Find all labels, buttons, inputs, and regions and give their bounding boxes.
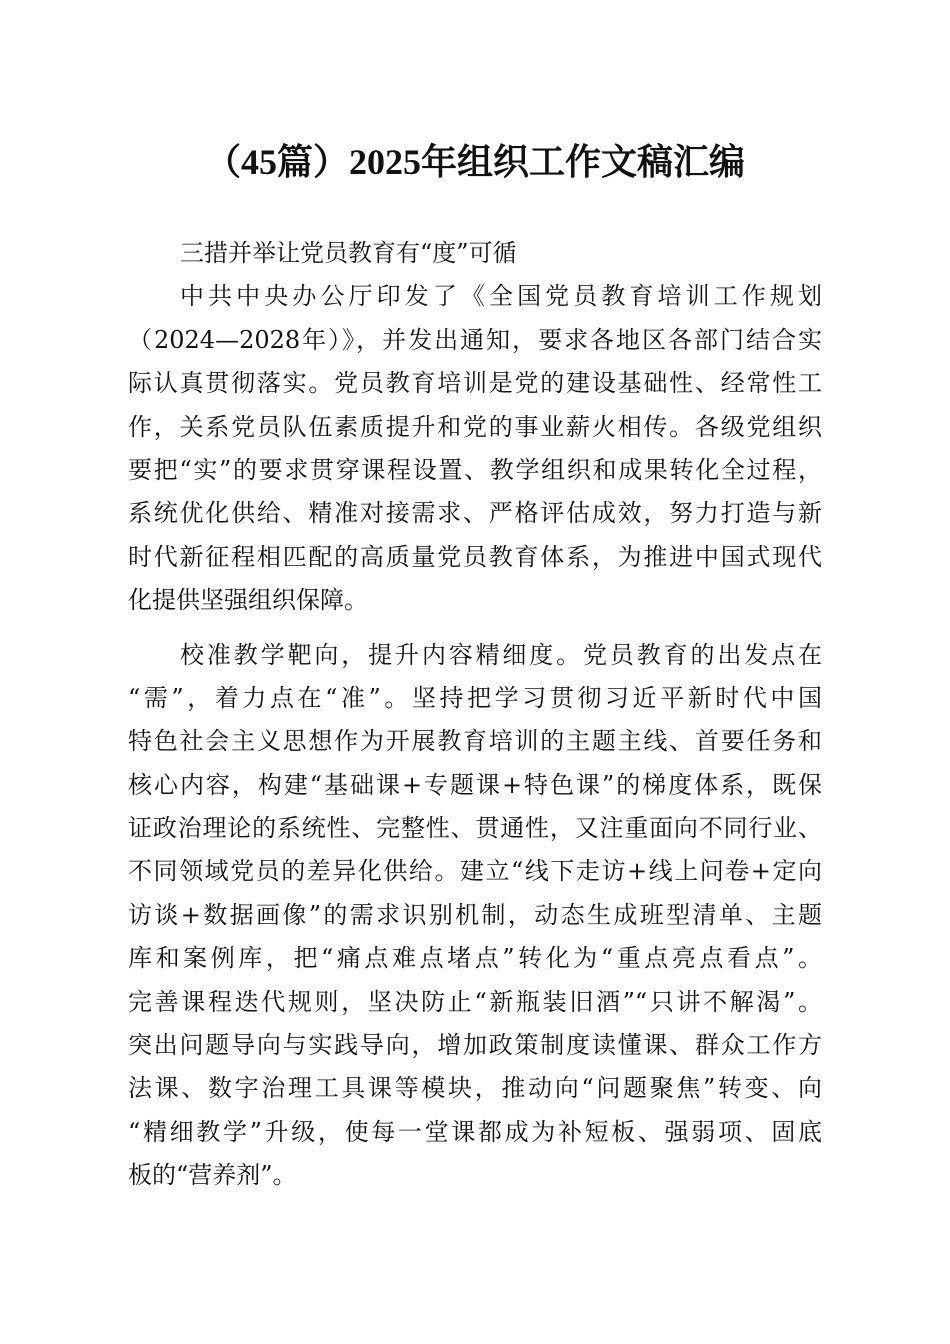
- text-line: 访谈+数据画像”的需求识别机制，动态生成班型清单、主题: [128, 900, 822, 929]
- document-title: （45篇）2025年组织工作文稿汇编: [204, 142, 745, 182]
- text-line: 法课、数字治理工具课等模块，推动向“问题聚焦”转变、向: [128, 1074, 822, 1103]
- text-line: 校准教学靶向，提升内容精细度。党员教育的出发点在: [180, 640, 822, 669]
- text-line: 突出问题导向与实践导向，增加政策制度读懂课、群众工作方: [128, 1031, 822, 1060]
- text-line: 化提供坚强组织保障。: [128, 586, 368, 615]
- article-body: [128, 232, 822, 1198]
- text-line: 特色社会主义思想作为开展教育培训的主题主线、首要任务和: [128, 727, 822, 756]
- paragraph-gap: [128, 623, 822, 634]
- text-line: 中共中央办公厅印发了《全国党员教育培训工作规划: [180, 282, 822, 311]
- text-line: 要把“实”的要求贯穿课程设置、教学组织和成果转化全过程，: [128, 455, 822, 484]
- text-line: 库和案例库，把“痛点难点堵点”转化为“重点亮点看点”。: [128, 944, 822, 973]
- paragraph: [128, 275, 822, 622]
- text-line: 板的“营养剂”。: [128, 1161, 297, 1190]
- text-line: “需”，着力点在“准”。坚持把学习贯彻习近平新时代中国: [128, 683, 822, 712]
- text-line: 不同领域党员的差异化供给。建立“线下走访+线上问卷+定向: [128, 857, 822, 886]
- article-heading: 三措并举让党员教育有“度”可循: [180, 239, 517, 267]
- text-line: 时代新征程相匹配的高质量党员教育体系，为推进中国式现代: [128, 542, 822, 571]
- text-line: “精细教学”升级，使每一堂课都成为补短板、强弱项、固底: [128, 1117, 822, 1146]
- text-line: 系统优化供给、精准对接需求、严格评估成效，努力打造与新: [128, 499, 822, 528]
- paragraphs: [128, 275, 822, 1197]
- text-line: （2024—2028年）》，并发出通知，要求各地区各部门结合实: [128, 325, 822, 354]
- text-line: 完善课程迭代规则，坚决防止“新瓶装旧酒”“只讲不解渴”。: [128, 987, 822, 1016]
- text-line: 际认真贯彻落实。党员教育培训是党的建设基础性、经常性工: [128, 369, 822, 398]
- text-line: 证政治理论的系统性、完整性、贯通性，又注重面向不同行业、: [128, 814, 822, 843]
- text-line: 核心内容，构建“基础课+专题课+特色课”的梯度体系，既保: [128, 770, 822, 799]
- paragraph: [128, 634, 822, 1198]
- text-line: 作，关系党员队伍素质提升和党的事业薪火相传。各级党组织: [128, 412, 822, 441]
